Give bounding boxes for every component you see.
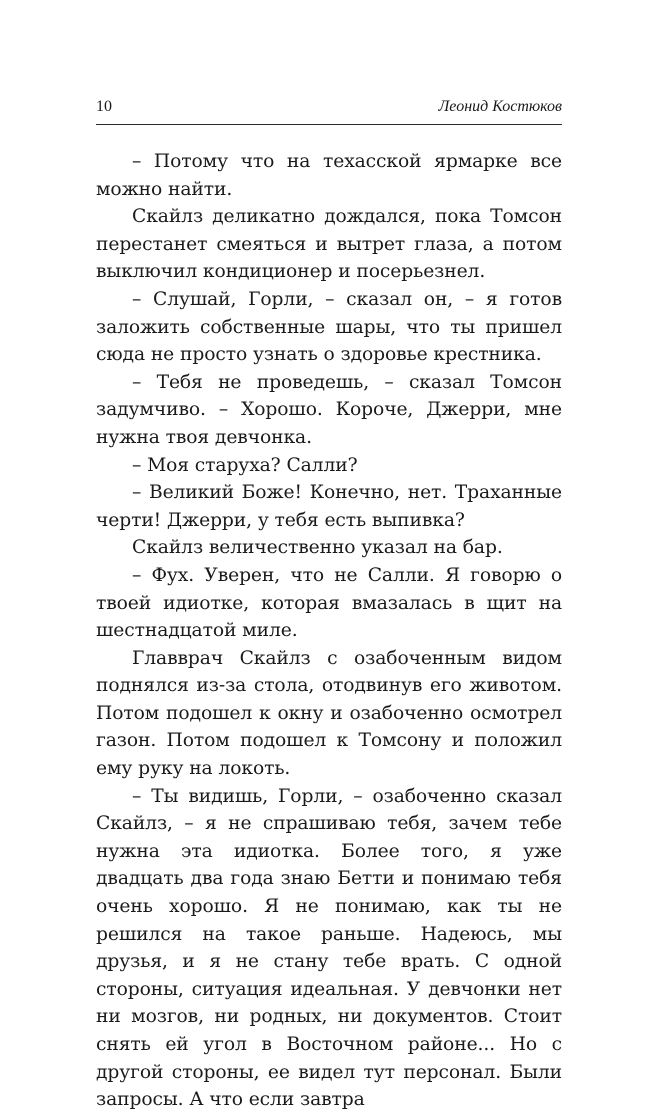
body-text	[96, 148, 562, 1114]
paragraph: Скайлз деликатно дождался, пока Томсон перестанет смеяться и вытрет глаза, а потом выключил кондиционер и посерьезнел.	[96, 206, 562, 283]
paragraph: – Ты видишь, Горли, – озабоченно сказал Скайлз, – я не спрашиваю тебя, зачем тебе нужна эта идиотка. Более того, я уже двадцать два года знаю Бетти и понимаю тебя очень хорошо. Я не понимаю, как ты не решился на такое раньше. Надеюсь, мы друзья, и я не стану тебе врать. С одной стороны, ситуация идеальная. У девчонки нет ни мозгов, ни родных, ни документов. Стоит снять ей угол в Восточном районе... Но с другой стороны, ее видел тут персонал. Были запросы. А что если завтра	[96, 785, 562, 1111]
paragraph: – Слушай, Горли, – сказал он, – я готов заложить собственные шары, что ты пришел сюда не просто узнать о здоровье крестника.	[96, 288, 562, 366]
paragraph: – Тебя не проведешь, – сказал Томсон задумчиво. – Хорошо. Короче, Джерри, мне нужна твоя девчонка.	[96, 371, 562, 448]
paragraph: Скайлз величественно указал на бар.	[132, 537, 503, 559]
running-head-author: Леонид Костюков	[438, 98, 562, 115]
paragraph: – Фух. Уверен, что не Салли. Я говорю о твоей идиотке, которая вмазалась в щит на шестнадцатой миле.	[96, 564, 562, 642]
paragraph: – Моя старуха? Салли?	[132, 454, 358, 476]
paragraph: Главврач Скайлз с озабоченным видом поднялся из-за стола, отодвинув его животом. Потом подошел к окну и озабоченно осмотрел газон. Потом подошел к Томсону и положил ему руку на локоть.	[96, 647, 562, 780]
paragraph: – Великий Боже! Конечно, нет. Траханные черти! Джерри, у тебя есть выпивка?	[96, 482, 562, 531]
page-number: 10	[96, 98, 112, 115]
paragraph: – Потому что на техасской ярмарке все можно найти.	[96, 151, 562, 200]
page-header	[96, 98, 562, 125]
